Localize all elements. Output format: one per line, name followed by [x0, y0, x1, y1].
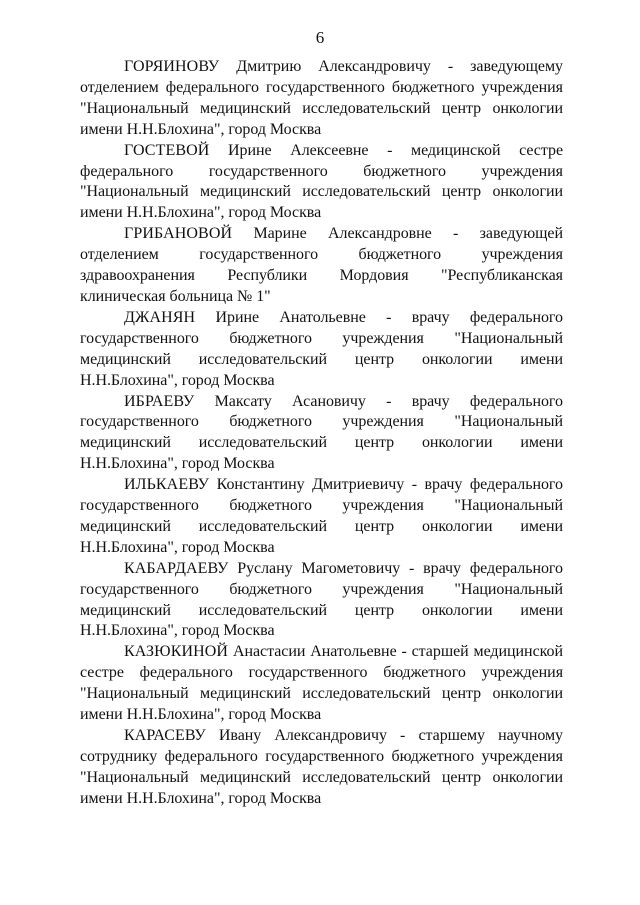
entry-details: Ивану Александровичу - старшему научному сотруднику федерального государственного бюджетного учреждения "Национальный медицинский исследовательский центр онкологии имени Н.Н.Блохина", город Москва — [80, 727, 563, 807]
award-entry — [80, 559, 563, 643]
entry-surname: ИБРАЕВУ — [124, 392, 195, 410]
entry-surname: КАБАРДАЕВУ — [124, 559, 229, 577]
award-entry — [80, 308, 563, 392]
award-entry — [80, 224, 563, 308]
entry-details: Руслану Магометовичу - врачу федерального государственного бюджетного учреждения "Национальный медицинский исследовательский центр онкологии имени Н.Н.Блохина", город Москва — [80, 559, 563, 640]
entry-surname: ИЛЬКАЕВУ — [124, 476, 210, 494]
entry-surname: ГОСТЕВОЙ — [124, 141, 210, 159]
award-entry — [80, 726, 563, 810]
award-entry — [80, 642, 563, 726]
award-entry — [80, 392, 563, 476]
award-entry — [80, 57, 563, 141]
page-number: 6 — [315, 28, 325, 47]
award-entry — [80, 141, 563, 225]
entry-surname: ГОРЯИНОВУ — [124, 58, 220, 75]
entry-details: Ирине Анатольевне - врачу федерального государственного бюджетного учреждения "Национальный медицинский исследовательский центр онкологии имени Н.Н.Блохина", город Москва — [80, 308, 563, 389]
entry-surname: ДЖАНЯН — [124, 308, 196, 326]
entry-surname: ГРИБАНОВОЙ — [124, 225, 233, 243]
entry-details: Анастасии Анатольевне - старшей медицинской сестре федерального государственного бюджетного учреждения "Национальный медицинский исследовательский центр онкологии имени Н.Н.Блохина", город Москва — [80, 643, 563, 724]
entry-surname: КАЗЮКИНОЙ — [124, 643, 229, 661]
award-list — [80, 57, 563, 810]
award-entry — [80, 475, 563, 559]
entry-details: Константину Дмитриевичу - врачу федерального государственного бюджетного учреждения "Национальный медицинский исследовательский центр онкологии имени Н.Н.Блохина", город Москва — [80, 476, 563, 556]
entry-details: Максату Асановичу - врачу федерального государственного бюджетного учреждения "Национальный медицинский исследовательский центр онкологии имени Н.Н.Блохина", город Москва — [80, 392, 563, 473]
entry-details: Дмитрию Александровичу - заведующему отделением федерального государственного бюджетного учреждения "Национальный медицинский исследовательский центр онкологии имени Н.Н.Блохина", город Москва — [80, 58, 563, 138]
entry-details: Марине Александровне - заведующей отделением государственного бюджетного учреждения здравоохранения Республики Мордовия "Республиканская клиническая больница № 1" — [80, 225, 563, 305]
entry-surname: КАРАСЕВУ — [124, 727, 206, 744]
entry-details: Ирине Алексеевне - медицинской сестре федерального государственного бюджетного учреждения "Национальный медицинский исследовательский центр онкологии имени Н.Н.Блохина", город Москва — [80, 141, 563, 222]
